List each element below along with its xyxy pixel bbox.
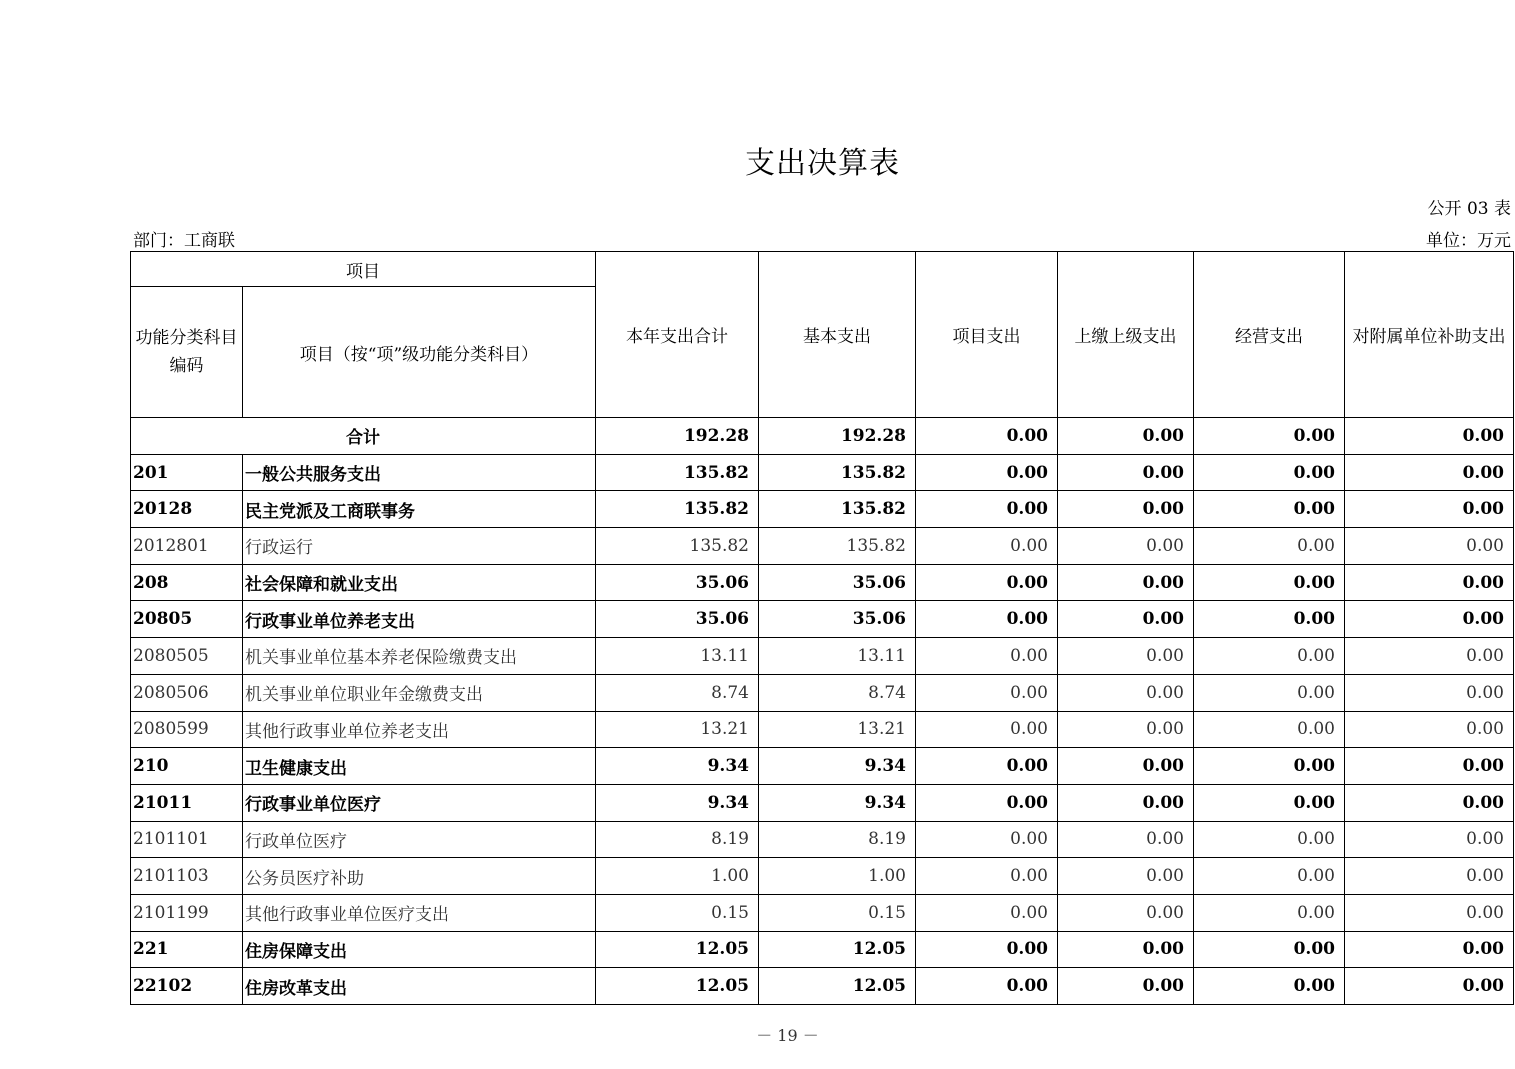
row-code: 2080505 <box>131 638 243 675</box>
total-cell: 0.00 <box>1058 418 1194 455</box>
row-value: 0.00 <box>1345 491 1514 528</box>
row-code: 2101199 <box>131 894 243 931</box>
row-value: 35.06 <box>596 564 759 601</box>
table-row <box>131 711 1514 748</box>
row-code: 21011 <box>131 784 243 821</box>
row-value: 0.00 <box>916 748 1058 785</box>
row-value: 8.74 <box>596 674 759 711</box>
row-value: 35.06 <box>759 601 916 638</box>
row-value: 0.00 <box>916 564 1058 601</box>
row-value: 0.00 <box>1058 454 1194 491</box>
department-label: 部门：工商联 <box>133 231 235 251</box>
table-row <box>131 674 1514 711</box>
total-cell: 0.00 <box>1345 418 1514 455</box>
row-value: 0.15 <box>596 894 759 931</box>
row-value: 9.34 <box>596 784 759 821</box>
row-code: 2101103 <box>131 858 243 895</box>
row-value: 12.05 <box>759 968 916 1005</box>
table-row <box>131 454 1514 491</box>
row-value: 0.00 <box>1058 968 1194 1005</box>
row-value: 0.00 <box>1345 748 1514 785</box>
row-name: 机关事业单位基本养老保险缴费支出 <box>243 638 596 675</box>
row-value: 0.00 <box>1058 894 1194 931</box>
row-value: 0.00 <box>1058 858 1194 895</box>
row-code: 221 <box>131 931 243 968</box>
total-label: 合计 <box>131 418 596 455</box>
row-code: 208 <box>131 564 243 601</box>
row-value: 13.21 <box>596 711 759 748</box>
row-value: 0.00 <box>1058 674 1194 711</box>
row-value: 0.00 <box>1058 564 1194 601</box>
row-value: 0.00 <box>1058 784 1194 821</box>
row-value: 0.00 <box>1194 968 1345 1005</box>
row-value: 12.05 <box>759 931 916 968</box>
table-row <box>131 564 1514 601</box>
row-value: 0.00 <box>1345 968 1514 1005</box>
row-code: 2012801 <box>131 528 243 565</box>
row-value: 0.00 <box>1194 711 1345 748</box>
total-cell: 0.00 <box>916 418 1058 455</box>
row-value: 13.21 <box>759 711 916 748</box>
expenditure-table <box>130 251 1514 1005</box>
row-value: 0.00 <box>1194 748 1345 785</box>
table-row <box>131 491 1514 528</box>
row-value: 135.82 <box>759 528 916 565</box>
row-value: 13.11 <box>759 638 916 675</box>
header-basic: 基本支出 <box>759 252 916 418</box>
row-value: 0.00 <box>1194 564 1345 601</box>
row-value: 0.00 <box>1345 674 1514 711</box>
table-body <box>131 418 1514 1005</box>
page-title: 支出决算表 <box>745 146 900 181</box>
row-code: 2080506 <box>131 674 243 711</box>
row-value: 0.00 <box>1345 894 1514 931</box>
row-name: 行政事业单位医疗 <box>243 784 596 821</box>
row-value: 0.00 <box>916 858 1058 895</box>
row-value: 0.00 <box>916 528 1058 565</box>
row-value: 0.00 <box>916 454 1058 491</box>
row-code: 201 <box>131 454 243 491</box>
table-row <box>131 528 1514 565</box>
row-value: 0.00 <box>1194 821 1345 858</box>
row-name: 一般公共服务支出 <box>243 454 596 491</box>
page-number: － 19 － <box>756 1026 819 1045</box>
row-value: 0.00 <box>1058 711 1194 748</box>
row-name: 机关事业单位职业年金缴费支出 <box>243 674 596 711</box>
row-value: 12.05 <box>596 931 759 968</box>
row-value: 0.00 <box>1194 894 1345 931</box>
row-name: 其他行政事业单位养老支出 <box>243 711 596 748</box>
row-value: 0.00 <box>916 821 1058 858</box>
row-code: 20805 <box>131 601 243 638</box>
row-value: 0.15 <box>759 894 916 931</box>
row-value: 0.00 <box>1058 821 1194 858</box>
row-name: 行政运行 <box>243 528 596 565</box>
table-row <box>131 601 1514 638</box>
row-value: 0.00 <box>1058 931 1194 968</box>
row-value: 135.82 <box>596 528 759 565</box>
row-value: 0.00 <box>1194 491 1345 528</box>
row-value: 135.82 <box>596 491 759 528</box>
row-name: 公务员医疗补助 <box>243 858 596 895</box>
row-name: 住房改革支出 <box>243 968 596 1005</box>
row-value: 0.00 <box>1194 931 1345 968</box>
row-value: 0.00 <box>1345 711 1514 748</box>
unit-label: 单位：万元 <box>1426 231 1511 251</box>
row-value: 8.19 <box>596 821 759 858</box>
row-value: 0.00 <box>916 491 1058 528</box>
row-value: 9.34 <box>596 748 759 785</box>
row-value: 0.00 <box>1194 674 1345 711</box>
header-total: 本年支出合计 <box>596 252 759 418</box>
table-row <box>131 821 1514 858</box>
row-name: 民主党派及工商联事务 <box>243 491 596 528</box>
row-value: 0.00 <box>1058 491 1194 528</box>
row-value: 0.00 <box>1058 748 1194 785</box>
row-value: 0.00 <box>1345 601 1514 638</box>
row-name: 其他行政事业单位医疗支出 <box>243 894 596 931</box>
row-code: 20128 <box>131 491 243 528</box>
row-value: 1.00 <box>759 858 916 895</box>
row-code: 210 <box>131 748 243 785</box>
row-value: 0.00 <box>1194 784 1345 821</box>
row-value: 35.06 <box>596 601 759 638</box>
row-value: 135.82 <box>759 454 916 491</box>
row-value: 0.00 <box>1345 784 1514 821</box>
total-cell: 0.00 <box>1194 418 1345 455</box>
row-name: 卫生健康支出 <box>243 748 596 785</box>
row-value: 0.00 <box>1058 638 1194 675</box>
row-value: 0.00 <box>916 674 1058 711</box>
row-name: 行政单位医疗 <box>243 821 596 858</box>
header-project: 项目支出 <box>916 252 1058 418</box>
row-value: 9.34 <box>759 748 916 785</box>
row-value: 0.00 <box>1194 638 1345 675</box>
row-value: 0.00 <box>1345 821 1514 858</box>
total-cell: 192.28 <box>759 418 916 455</box>
header-name: 项目（按“项”级功能分类科目） <box>243 287 596 418</box>
row-value: 35.06 <box>759 564 916 601</box>
table-row <box>131 784 1514 821</box>
row-value: 0.00 <box>916 968 1058 1005</box>
row-code: 22102 <box>131 968 243 1005</box>
row-value: 0.00 <box>1345 564 1514 601</box>
row-code: 2101101 <box>131 821 243 858</box>
row-value: 0.00 <box>1194 454 1345 491</box>
row-name: 社会保障和就业支出 <box>243 564 596 601</box>
header-remit: 上缴上级支出 <box>1058 252 1194 418</box>
table-row <box>131 894 1514 931</box>
row-value: 0.00 <box>1194 601 1345 638</box>
row-value: 0.00 <box>1345 638 1514 675</box>
row-value: 13.11 <box>596 638 759 675</box>
row-name: 行政事业单位养老支出 <box>243 601 596 638</box>
row-value: 0.00 <box>916 638 1058 675</box>
row-value: 0.00 <box>916 711 1058 748</box>
header-code: 功能分类科目编码 <box>131 287 243 418</box>
row-code: 2080599 <box>131 711 243 748</box>
row-value: 1.00 <box>596 858 759 895</box>
total-cell: 192.28 <box>596 418 759 455</box>
header-item-group: 项目 <box>131 252 596 287</box>
form-number: 公开 03 表 <box>1427 199 1511 219</box>
total-row <box>131 418 1514 455</box>
row-value: 9.34 <box>759 784 916 821</box>
row-value: 0.00 <box>1345 931 1514 968</box>
header-subsidy: 对附属单位补助支出 <box>1345 252 1514 418</box>
row-value: 12.05 <box>596 968 759 1005</box>
table-row <box>131 638 1514 675</box>
row-value: 135.82 <box>759 491 916 528</box>
table-row <box>131 748 1514 785</box>
row-value: 0.00 <box>916 931 1058 968</box>
row-value: 0.00 <box>1194 528 1345 565</box>
row-value: 0.00 <box>1058 528 1194 565</box>
row-value: 0.00 <box>916 601 1058 638</box>
row-name: 住房保障支出 <box>243 931 596 968</box>
table-row <box>131 931 1514 968</box>
row-value: 0.00 <box>1058 601 1194 638</box>
table-row <box>131 968 1514 1005</box>
header-business: 经营支出 <box>1194 252 1345 418</box>
row-value: 0.00 <box>1345 858 1514 895</box>
row-value: 8.74 <box>759 674 916 711</box>
row-value: 135.82 <box>596 454 759 491</box>
row-value: 0.00 <box>1345 528 1514 565</box>
row-value: 0.00 <box>1194 858 1345 895</box>
row-value: 0.00 <box>916 784 1058 821</box>
table-row <box>131 858 1514 895</box>
row-value: 0.00 <box>1345 454 1514 491</box>
row-value: 0.00 <box>916 894 1058 931</box>
row-value: 8.19 <box>759 821 916 858</box>
